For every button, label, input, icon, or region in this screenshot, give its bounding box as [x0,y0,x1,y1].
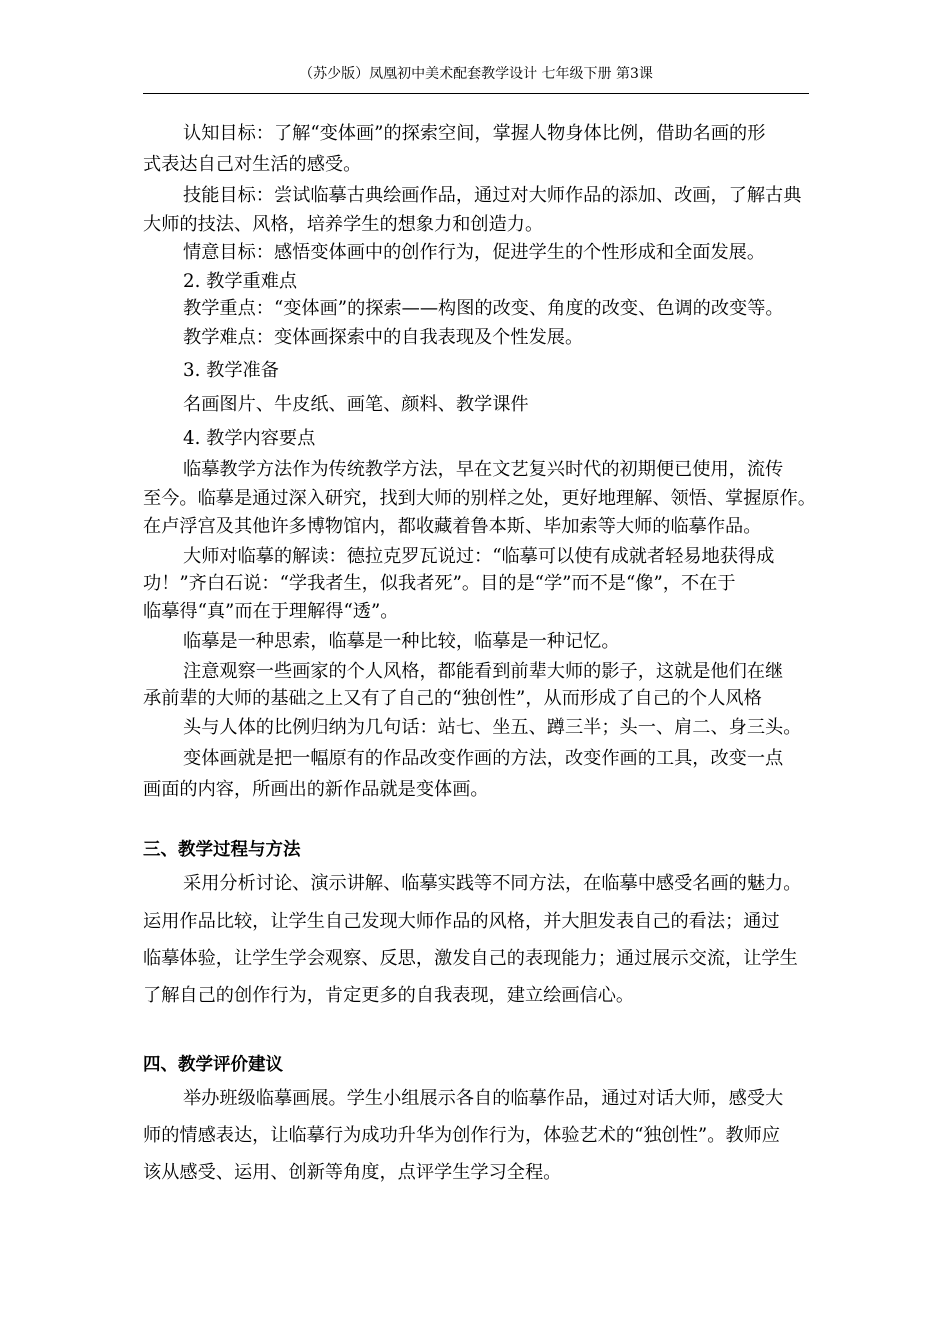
paragraph-line: 式表达自己对生活的感受。 [143,154,362,175]
subsection-title: 3. 教学准备 [183,360,279,381]
paragraph-line: 该从感受、运用、创新等角度，点评学生学习全程。 [143,1162,562,1183]
paragraph-line: 运用作品比较，让学生自己发现大师作品的风格，并大胆发表自己的看法；通过 [143,911,780,932]
header-rule [143,93,809,94]
paragraph-line: 注意观察一些画家的个人风格，都能看到前辈大师的影子，这就是他们在继 [183,661,784,682]
paragraph-line: 师的情感表达，让临摹行为成功升华为创作行为，体验艺术的“独创性”。教师应 [143,1125,780,1146]
paragraph-line: 名画图片、牛皮纸、画笔、颜料、教学课件 [183,394,529,415]
paragraph-line: 采用分析讨论、演示讲解、临摹实践等不同方法，在临摹中感受名画的魅力。 [183,873,802,894]
section-heading-3: 三、教学过程与方法 [143,840,301,860]
paragraph-line: 了解自己的创作行为，肯定更多的自我表现，建立绘画信心。 [143,985,635,1006]
page-header: （苏少版）凤凰初中美术配套教学设计 七年级下册 第3课 [299,66,653,82]
paragraph-line: 在卢浮宫及其他许多博物馆内，都收藏着鲁本斯、毕加索等大师的临摹作品。 [143,516,762,537]
subsection-title: 2. 教学重难点 [183,271,298,292]
paragraph-line: 临摹得“真”而在于理解得“透”。 [143,601,399,622]
paragraph-line: 举办班级临摹画展。学生小组展示各自的临摹作品，通过对话大师，感受大 [183,1088,784,1109]
paragraph-line: 画面的内容，所画出的新作品就是变体画。 [143,779,489,800]
paragraph-line: 临摹教学方法作为传统教学方法，早在文艺复兴时代的初期便已使用，流传 [183,459,784,480]
paragraph-line: 大师的技法、风格，培养学生的想象力和创造力。 [143,214,544,235]
section-heading-4: 四、教学评价建议 [143,1055,283,1075]
paragraph-line: 变体画就是把一幅原有的作品改变作画的方法，改变作画的工具，改变一点 [183,748,784,769]
paragraph-line: 教学难点：变体画探索中的自我表现及个性发展。 [183,327,584,348]
subsection-title: 4. 教学内容要点 [183,428,316,449]
paragraph-line: 功！”齐白石说：“学我者生，似我者死”。目的是“学”而不是“像”，不在于 [143,573,736,594]
paragraph-line: 认知目标：了解“变体画”的探索空间，掌握人物身体比例，借助名画的形 [183,123,766,144]
paragraph-line: 临摹体验，让学生学会观察、反思，激发自己的表现能力；通过展示交流，让学生 [143,948,798,969]
paragraph-line: 临摹是一种思索，临摹是一种比较，临摹是一种记忆。 [183,631,620,652]
paragraph-line: 情意目标：感悟变体画中的创作行为，促进学生的个性形成和全面发展。 [183,242,766,263]
paragraph-line: 大师对临摹的解读：德拉克罗瓦说过：“临摹可以使有成就者轻易地获得成 [183,546,775,567]
paragraph-line: 头与人体的比例归纳为几句话：站七、坐五、蹲三半；头一、肩二、身三头。 [183,717,802,738]
paragraph-line: 至今。临摹是通过深入研究，找到大师的别样之处，更好地理解、领悟、掌握原作。 [143,488,816,509]
paragraph-line: 教学重点：“变体画”的探索——构图的改变、角度的改变、色调的改变等。 [183,298,784,319]
paragraph-line: 承前辈的大师的基础之上又有了自己的“独创性”，从而形成了自己的个人风格 [143,688,762,709]
paragraph-line: 技能目标：尝试临摹古典绘画作品，通过对大师作品的添加、改画，了解古典 [183,185,802,206]
